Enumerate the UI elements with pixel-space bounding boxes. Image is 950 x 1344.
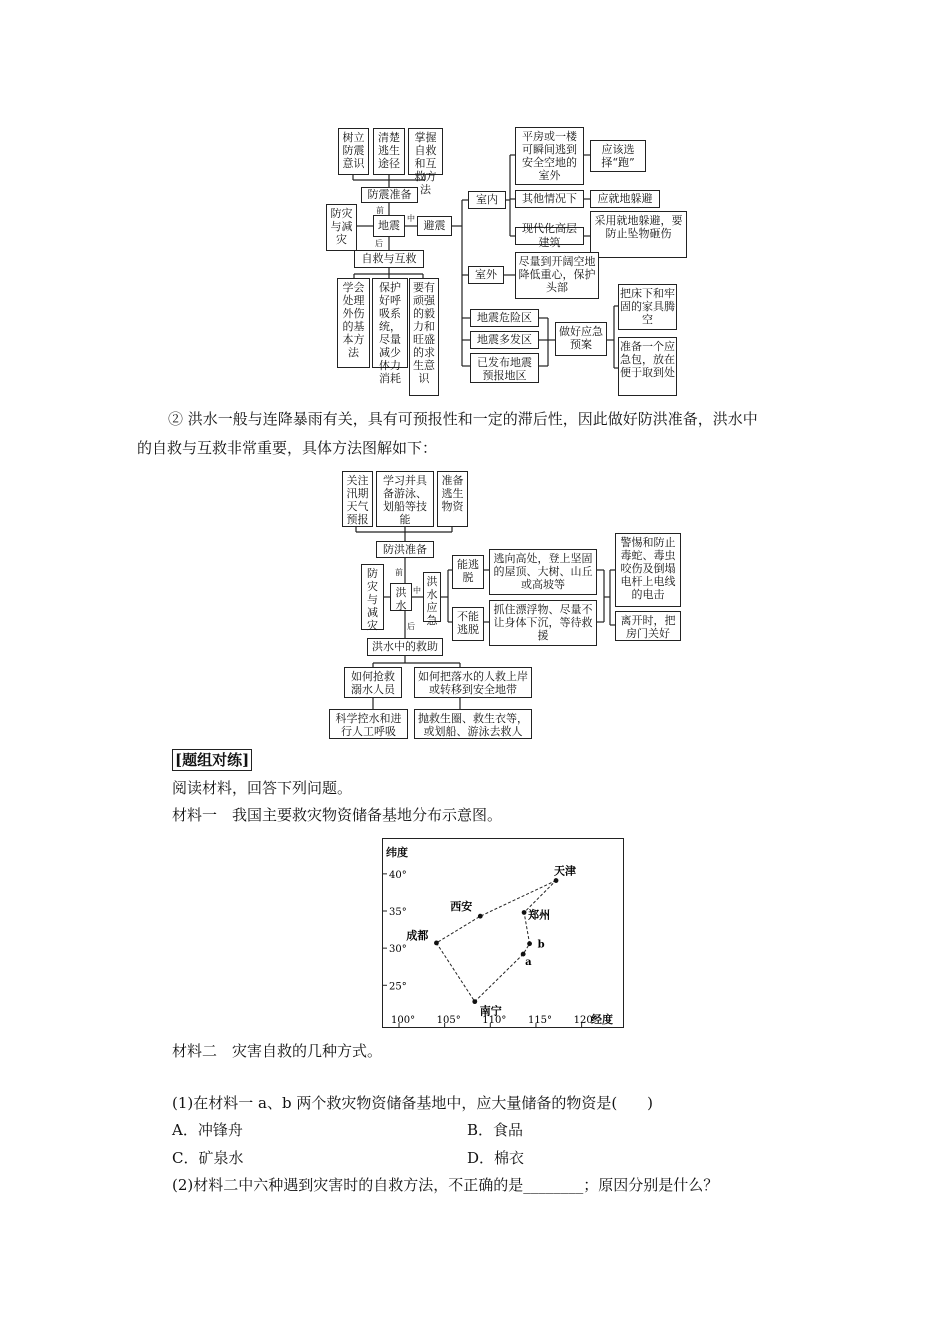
map-point-label-0: 天津 xyxy=(554,864,577,878)
eq-after-label: 后 xyxy=(375,239,383,248)
option-a: A．冲锋舟 xyxy=(172,1121,243,1139)
eq-prep-box: 防震准备 xyxy=(361,187,418,203)
fl-cannot-escape-action: 抓住漂浮物、尽量不让身体下沉，等待救援 xyxy=(489,600,597,646)
map-x-tick-label-0: 100° xyxy=(391,1015,416,1026)
option-d: D．棉衣 xyxy=(467,1149,525,1167)
fl-can-escape-box: 能逃脱 xyxy=(452,555,484,589)
eq-indoor-case-3: 现代化高层建筑 xyxy=(515,227,584,245)
option-c: C．矿泉水 xyxy=(172,1149,244,1167)
fl-top-box-3: 准备逃生物资 xyxy=(437,471,468,527)
fl-top-box-1: 关注汛期天气预报 xyxy=(342,471,373,527)
map-point-label-4: b xyxy=(537,939,545,951)
fl-leave-box: 离开时，把房门关好 xyxy=(615,611,681,641)
map-y-tick-label-2: 35° xyxy=(389,907,407,918)
eq-outdoor-case: 尽量到开阔空地降低重心，保护头部 xyxy=(515,252,599,299)
fl-can-escape-action: 逃向高处，登上坚固的屋顶、大树、山丘或高坡等 xyxy=(489,549,597,595)
map-point-1 xyxy=(478,914,483,919)
fl-rescue-box: 洪水中的救助 xyxy=(367,638,443,656)
map-y-tick-label-0: 25° xyxy=(389,981,407,993)
eq-zone-frequent: 地震多发区 xyxy=(470,331,539,349)
paragraph-2-line-1: ② 洪水一般与连降暴雨有关，具有可预报性和一定的滞后性，因此做好防洪准备，洪水中 xyxy=(168,410,758,428)
fl-flood-box: 洪水 xyxy=(390,583,412,611)
map-plot xyxy=(383,839,623,1027)
section-heading: [题组对练] xyxy=(172,749,252,771)
fl-side-box: 防灾与减灾 xyxy=(361,564,384,630)
map-point-3 xyxy=(434,941,439,946)
map-point-0 xyxy=(554,878,559,883)
eq-top-box-3: 掌握自救和互救方法 xyxy=(408,128,443,175)
supply-base-map xyxy=(382,838,624,1028)
map-y-tick-label-1: 30° xyxy=(389,944,407,956)
fl-before-label: 前 xyxy=(395,568,403,577)
map-point-label-1: 西安 xyxy=(450,900,473,914)
eq-side-box: 防灾与减灾 xyxy=(326,204,357,251)
map-point-2 xyxy=(522,910,527,915)
fl-emergency-box: 洪水应急 xyxy=(423,572,441,622)
map-x-tick-label-1: 105° xyxy=(436,1015,461,1026)
eq-avoid-box: 避震 xyxy=(417,216,452,236)
eq-plan-box: 做好应急预案 xyxy=(555,322,607,356)
map-y-tick-label-3: 40° xyxy=(389,869,407,881)
map-x-axis-label: 经度 xyxy=(591,1013,613,1026)
material-2-caption: 材料二 灾害自救的几种方式。 xyxy=(172,1042,383,1060)
eq-top-box-1: 树立防震意识 xyxy=(338,128,369,175)
eq-zone-danger: 地震危险区 xyxy=(470,309,539,327)
map-x-tick-label-3: 115° xyxy=(527,1015,553,1026)
eq-quake-box: 地震 xyxy=(373,215,405,237)
paragraph-2-line-2: 的自救与互救非常重要，具体方法图解如下： xyxy=(137,439,438,457)
fl-mid-label: 中 xyxy=(413,586,421,595)
map-point-4 xyxy=(527,941,532,946)
eq-indoor-case-2: 其他情况下 xyxy=(515,190,584,208)
eq-plan-result-1: 把床下和牢固的家具腾空 xyxy=(618,284,677,330)
fl-rescue-q1: 如何抢救溺水人员 xyxy=(344,667,402,698)
map-point-label-6: 南宁 xyxy=(479,1004,502,1018)
eq-top-box-2: 清楚逃生途径 xyxy=(373,128,405,175)
map-point-6 xyxy=(472,999,477,1004)
fl-top-box-2: 学习并具备游泳、划船等技能 xyxy=(376,471,434,527)
eq-indoor-result-3: 采用就地躲避，要防止坠物砸伤 xyxy=(590,211,687,258)
fl-prep-box: 防洪准备 xyxy=(376,541,434,558)
eq-indoor-box: 室内 xyxy=(468,191,506,209)
map-point-label-5: a xyxy=(525,957,532,969)
eq-plan-result-2: 准备一个应急包，放在便于取到处 xyxy=(618,337,677,396)
instruction-text: 阅读材料，回答下列问题。 xyxy=(172,779,353,797)
fl-rescue-a2: 抛救生圈、救生衣等，或划船、游泳去救人 xyxy=(414,709,532,739)
map-point-label-2: 郑州 xyxy=(528,908,551,922)
map-x-tick-label-2: 110° xyxy=(482,1015,507,1026)
fl-rescue-a1: 科学控水和进行人工呼吸 xyxy=(329,709,408,739)
fl-cannot-escape-box: 不能逃脱 xyxy=(452,607,484,641)
fl-after-label: 后 xyxy=(407,622,415,631)
eq-indoor-case-1: 平房或一楼可瞬间逃到安全空地的室外 xyxy=(515,127,584,185)
eq-indoor-result-2: 应就地躲避 xyxy=(590,190,660,208)
eq-mid-label: 中 xyxy=(407,214,415,223)
material-1-caption: 材料一 我国主要救灾物资储备基地分布示意图。 xyxy=(172,806,503,824)
eq-self-rescue-box: 自救与互救 xyxy=(354,250,424,268)
eq-outdoor-box: 室外 xyxy=(468,266,504,284)
eq-branch-2: 保护好呼吸系统，尽量减少体力消耗 xyxy=(372,278,408,368)
fl-warning-box: 警惕和防止毒蛇、毒虫咬伤及倒塌电杆上电线的电击 xyxy=(615,533,681,607)
eq-before-label: 前 xyxy=(376,206,384,215)
option-b: B．食品 xyxy=(467,1121,524,1139)
map-x-tick-label-4: 120° xyxy=(573,1015,598,1026)
map-point-label-3: 成都 xyxy=(406,928,429,942)
eq-indoor-result-1: 应该选择“跑” xyxy=(590,140,646,172)
eq-branch-1: 学会处理外伤的基本方法 xyxy=(337,278,370,368)
eq-branch-3: 要有顽强的毅力和旺盛的求生意识 xyxy=(409,278,439,396)
map-point-5 xyxy=(521,952,526,957)
fl-rescue-q2: 如何把落水的人救上岸或转移到安全地带 xyxy=(414,667,532,698)
eq-zone-forecast: 已发布地震预报地区 xyxy=(470,353,539,383)
question-2: (2)材料二中六种遇到灾害时的自救方法，不正确的是________；原因分别是什么？ xyxy=(172,1176,719,1194)
question-1: (1)在材料一 a、b 两个救灾物资储备基地中，应大量储备的物资是( ) xyxy=(172,1094,654,1112)
map-y-axis-label: 纬度 xyxy=(386,846,408,859)
